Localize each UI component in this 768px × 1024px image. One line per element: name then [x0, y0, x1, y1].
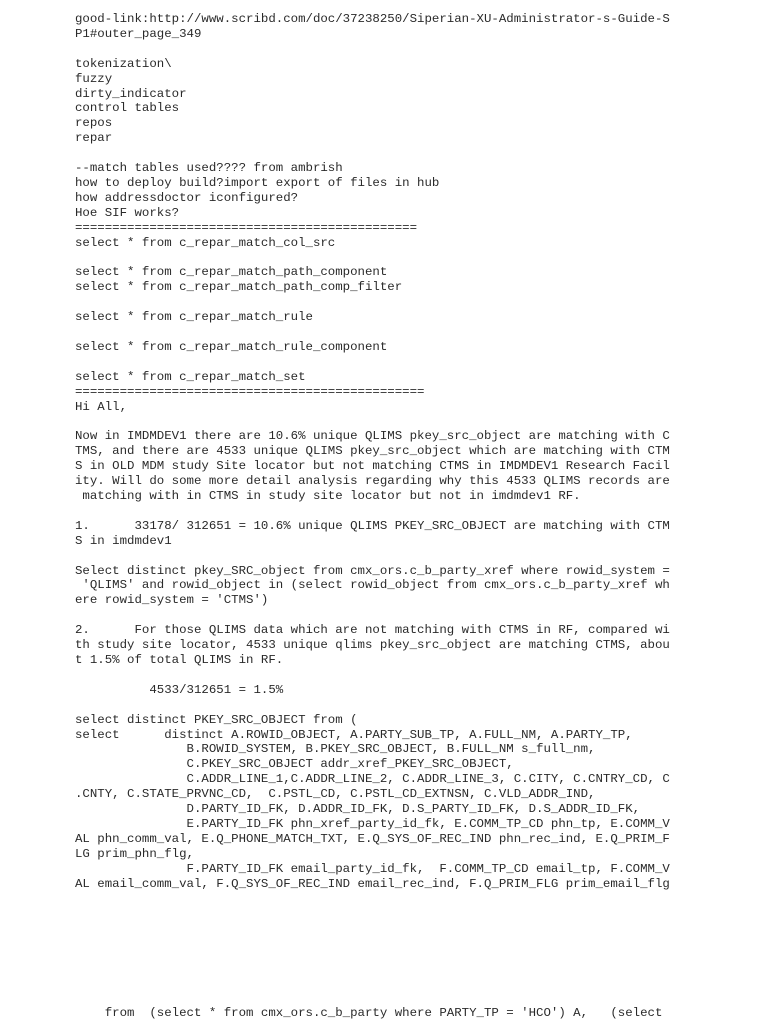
- document-body-text: good-link:http://www.scribd.com/doc/37238250/Siperian-XU-Administrator-s-Guide-S P1#outer_page_349 tokenization\ fuzzy dirty_indicator control tables repos repar --match tables used???? from ambrish how to deploy build?import export of files in hub how addressdoctor iconfigured? Hoe SIF works? ============================================== select * from c_repar_match_col_src select * from c_repar_match_path_component select * from c_repar_match_path_comp_filter select * from c_repar_match_rule select * from c_repar_match_rule_component select * from c_repar_match_set =============================================== Hi All, Now in IMDMDEV1 there are 10.6% unique QLIMS pkey_src_object are matching with C TMS, and there are 4533 unique QLIMS pkey_src_object which are matching with CTM S in OLD MDM study Site locator but not matching CTMS in IMDMDEV1 Research Facil ity. Will do some more detail analysis regarding why this 4533 QLIMS records are matching with in CTMS in study site locator but not in imdmdev1 RF. 1. 33178/ 312651 = 10.6% unique QLIMS PKEY_SRC_OBJECT are matching with CTM S in imdmdev1 Select distinct pkey_SRC_object from cmx_ors.c_b_party_xref where rowid_system = 'QLIMS' and rowid_object in (select rowid_object from cmx_ors.c_b_party_xref wh ere rowid_system = 'CTMS') 2. For those QLIMS data which are not matching with CTMS in RF, compared wi th study site locator, 4533 unique qlims pkey_src_object are matching CTMS, abou t 1.5% of total QLIMS in RF. 4533/312651 = 1.5% select distinct PKEY_SRC_OBJECT from ( select distinct A.ROWID_OBJECT, A.PARTY_SUB_TP, A.FULL_NM, A.PARTY_TP, B.ROWID_SYSTEM, B.PKEY_SRC_OBJECT, B.FULL_NM s_full_nm, C.PKEY_SRC_OBJECT addr_xref_PKEY_SRC_OBJECT, C.ADDR_LINE_1,C.ADDR_LINE_2, C.ADDR_LINE_3, C.CITY, C.CNTRY_CD, C .CNTY, C.STATE_PRVNC_CD, C.PSTL_CD, C.PSTL_CD_EXTNSN, C.VLD_ADDR_IND, D.PARTY_ID_FK, D.ADDR_ID_FK, D.S_PARTY_ID_FK, D.S_ADDR_ID_FK, E.PARTY_ID_FK phn_xref_party_id_fk, E.COMM_TP_CD phn_tp, E.COMM_V AL phn_comm_val, E.Q_PHONE_MATCH_TXT, E.Q_SYS_OF_REC_IND phn_rec_ind, E.Q_PRIM_F LG prim_phn_flg, F.PARTY_ID_FK email_party_id_fk, F.COMM_TP_CD email_tp, F.COMM_V AL email_comm_val, F.Q_SYS_OF_REC_IND email_rec_ind, F.Q_PRIM_FLG prim_email_flg: [75, 12, 670, 891]
- document-trailing-sql-line: from (select * from cmx_ors.c_b_party where PARTY_TP = 'HCO') A, (select: [75, 1006, 663, 1020]
